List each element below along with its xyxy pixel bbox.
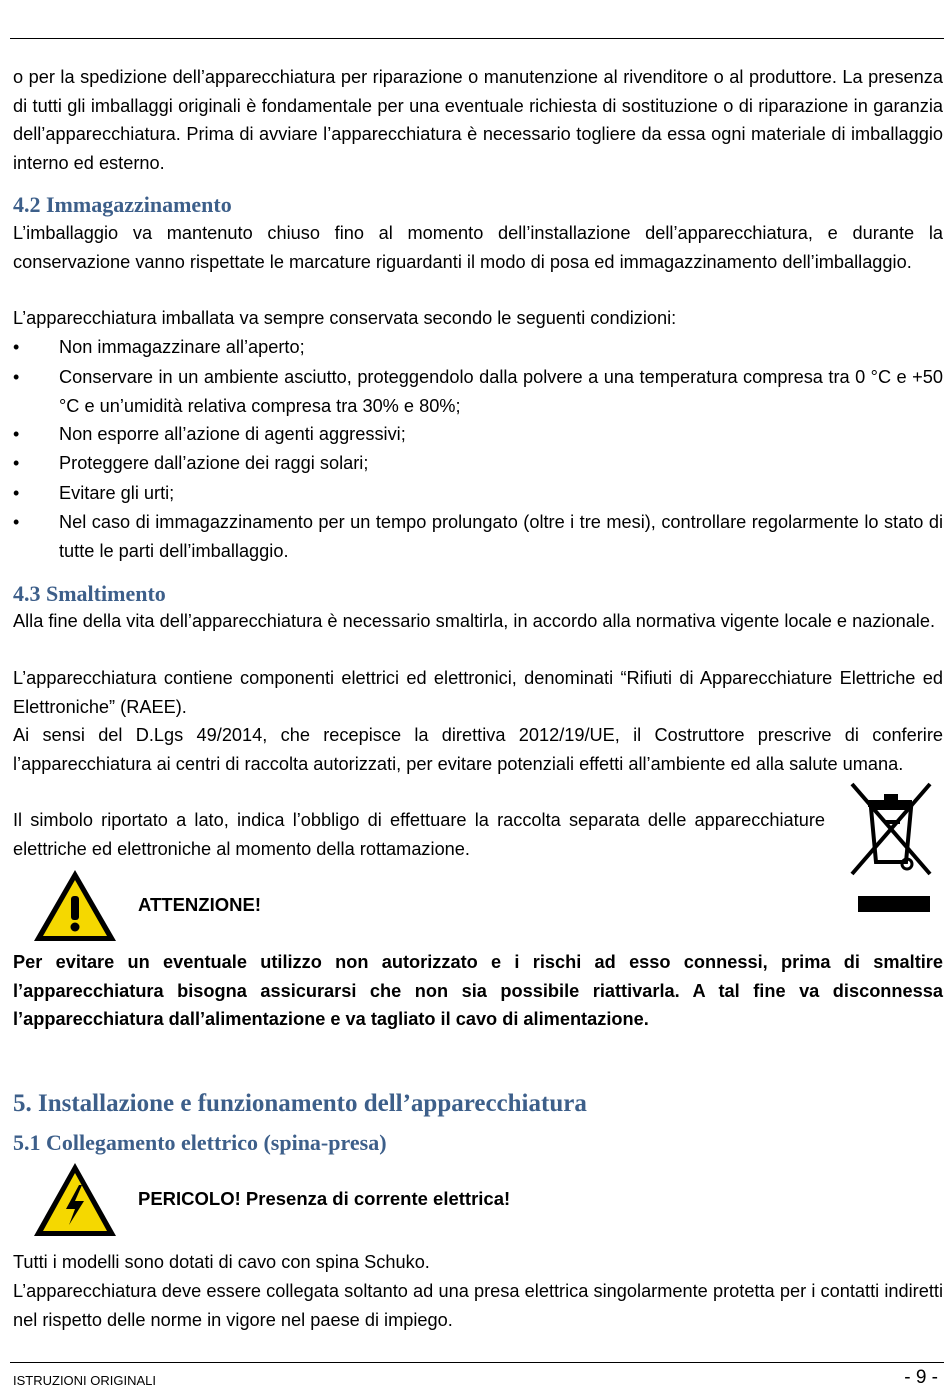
page-number: - 9 - <box>904 1367 938 1388</box>
section-5-1-heading: 5.1 Collegamento elettrico (spina-presa) <box>13 1130 387 1155</box>
header-rule <box>10 38 944 39</box>
section-4-3-paragraph-2: L’apparecchiatura contiene componenti elettrici ed elettronici, denominati “Rifiuti di Apparecchiature Elettriche ed Elettroniche” (RAEE). <box>13 668 943 717</box>
warning-text: Per evitare un eventuale utilizzo non autorizzato e i rischi ad esso connessi, prima di smaltire l’apparecchiatura bisogna assicurarsi che non sia possibile riattivarla. A tal fine va disconnessa l’apparecchiatura dall’alimentazione e va tagliato il cavo di alimentazione. <box>13 952 943 1029</box>
list-item <box>13 420 943 449</box>
list-item <box>13 449 943 478</box>
section-4-2-paragraph-2: L’apparecchiatura imballata va sempre conservata secondo le seguenti condizioni: <box>13 308 677 328</box>
list-item-text: Conservare in un ambiente asciutto, proteggendolo dalla polvere a una temperatura compresa tra 0 °C e +50 °C e un’umidità relativa compresa tra 30% e 80%; <box>59 367 943 416</box>
list-item <box>13 479 943 508</box>
section-4-3-heading: 4.3 Smaltimento <box>13 581 166 606</box>
section-5-1-paragraph-1: Tutti i modelli sono dotati di cavo con spina Schuko. <box>13 1252 430 1272</box>
warning-triangle-icon <box>32 868 118 943</box>
warning-label: ATTENZIONE! <box>138 894 261 915</box>
bullet-icon: • <box>13 367 20 387</box>
list-item-text: Non immagazzinare all’aperto; <box>59 337 305 357</box>
list-item-text: Evitare gli urti; <box>59 483 175 503</box>
list-item-text: Proteggere dall’azione dei raggi solari; <box>59 453 369 473</box>
list-item <box>13 363 943 420</box>
footer-rule <box>10 1362 944 1363</box>
list-item <box>13 333 943 362</box>
bullet-icon: • <box>13 483 20 503</box>
weee-crossed-bin-icon <box>848 780 934 916</box>
bullet-icon: • <box>13 512 20 532</box>
danger-label: PERICOLO! Presenza di corrente elettrica! <box>138 1188 511 1209</box>
list-item-text: Nel caso di immagazzinamento per un tempo prolungato (oltre i tre mesi), controllare regolarmente lo stato di tutte le parti dell’imballaggio. <box>59 512 943 561</box>
footer-label: ISTRUZIONI ORIGINALI <box>13 1373 157 1388</box>
section-4-2-heading: 4.2 Immagazzinamento <box>13 192 232 217</box>
list-item <box>13 508 943 565</box>
electric-hazard-icon <box>32 1161 118 1238</box>
bullet-icon: • <box>13 424 20 444</box>
section-4-2-paragraph-1: L’imballaggio va mantenuto chiuso fino al momento dell’installazione dell’apparecchiatura, e durante la conservazione vanno rispettate le marcature riguardanti il modo di posa ed immagazzinamento dell’imballaggio. <box>13 223 943 272</box>
section-5-1-paragraph-2: L’apparecchiatura deve essere collegata soltanto ad una presa elettrica singolarmente protetta per i contatti indiretti nel rispetto delle norme in vigore nel paese di impiego. <box>13 1281 943 1330</box>
list-item-text: Non esporre all’azione di agenti aggressivi; <box>59 424 406 444</box>
section-4-3-paragraph-1: Alla fine della vita dell’apparecchiatura è necessario smaltirla, in accordo alla normativa vigente locale e nazionale. <box>13 611 936 631</box>
section-4-3-paragraph-4: Il simbolo riportato a lato, indica l’obbligo di effettuare la raccolta separata delle apparecchiature elettriche ed elettroniche al momento della rottamazione. <box>13 810 825 859</box>
section-5-heading: 5. Installazione e funzionamento dell’apparecchiatura <box>13 1090 587 1117</box>
bullet-icon: • <box>13 337 20 357</box>
section-4-3-paragraph-3: Ai sensi del D.Lgs 49/2014, che recepisce la direttiva 2012/19/UE, il Costruttore prescrive di conferire l’apparecchiatura ai centri di raccolta autorizzati, per evitare potenziali effetti all’ambiente ed alla salute umana. <box>13 725 943 774</box>
bullet-icon: • <box>13 453 20 473</box>
intro-paragraph: o per la spedizione dell’apparecchiatura per riparazione o manutenzione al rivenditore o al produttore. La presenza di tutti gli imballaggi originali è fondamentale per una eventuale richiesta di sostituzione o di riparazione in garanzia dell’apparecchiatura. Prima di avviare l’apparecchiatura è necessario togliere da essa ogni materiale di imballaggio interno ed esterno. <box>13 67 943 173</box>
